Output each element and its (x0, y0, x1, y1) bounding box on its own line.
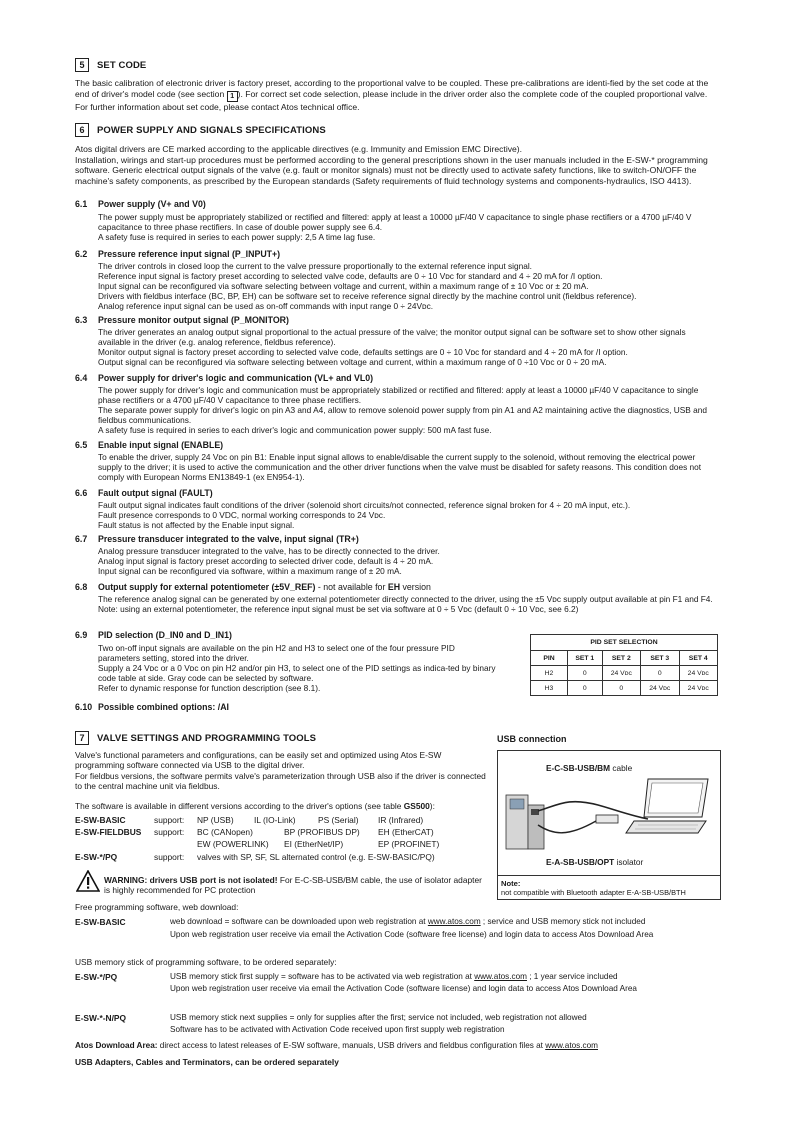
availability-text-end: ): (429, 801, 435, 811)
usb-connection-figure (497, 750, 721, 900)
pid-cell: H3 (531, 681, 568, 696)
sub-6-7-number: 6.7 (75, 534, 88, 544)
sub-6-9-body: Two on-off input signals are available on the pin H2 and H3 to select one of the four pressure PID parameters setting, stored into the driver. Supply a 24 Vᴅᴄ or a 0 Vᴅᴄ on pin H2 and/or pin H3, to select one of the PID settings as indica-ted by binary code table at side. Gray code can be selected by software. Refer to dynamic response for function description (see 8.1). (98, 643, 496, 694)
pid-cell: 24 Vᴅᴄ (679, 666, 718, 681)
sub-6-4-number: 6.4 (75, 373, 88, 383)
sub-6-3-body: The driver generates an analog output signal proportional to the actual pressure of the valve; the monitor output signal can be software set to show other signals available in the driver (e.g. analog reference, fieldbus reference). Monitor output signal is factory preset according to selected valve code, defaults settings are 0 ÷ 10 Vᴅᴄ for standard and 4 ÷ 20 mA for /I option. Output signal can be reconfigured via software selecting between voltage and current, within a maximum range of 0 ÷10 Vᴅᴄ or 0 ÷ 20 mA. (98, 327, 686, 368)
npq-name: E-SW-*-N/PQ (75, 1013, 127, 1023)
isolator-suffix: isolator (614, 857, 644, 867)
warning-bold: WARNING: drivers USB port is not isolated! (104, 875, 278, 885)
basic-atos-link[interactable]: www.atos.com (427, 917, 481, 926)
sub-6-10-title: Possible combined options: /AI (98, 702, 229, 712)
support-label: support: (154, 815, 185, 825)
sub-6-1-title: Power supply (V+ and V0) (98, 199, 206, 209)
note-divider (498, 875, 720, 876)
sub-6-2-number: 6.2 (75, 249, 88, 259)
pq-name: E-SW-*/PQ (75, 972, 118, 982)
usb-connection-title: USB connection (497, 734, 567, 744)
version-name: E-SW-BASIC (75, 815, 126, 825)
support-label: support: (154, 827, 185, 837)
basic-name: E-SW-BASIC (75, 917, 126, 927)
sub-6-9-title: PID selection (D_IN0 and D_IN1) (98, 630, 232, 640)
isolator-code: E-A-SB-USB/OPT (546, 857, 615, 867)
availability-table-ref: GS500 (403, 801, 430, 811)
support-item: IR (Infrared) (378, 815, 424, 825)
support-item: PS (Serial) (318, 815, 359, 825)
support-item: IL (IO-Link) (254, 815, 296, 825)
sub-6-8-number: 6.8 (75, 582, 88, 592)
sub-6-10-number: 6.10 (75, 702, 93, 712)
sub-6-6-body: Fault output signal indicates fault conditions of the driver (solenoid short circuits/not connected, reference signal broken for 4 ÷ 20 mA input, etc.). Fault presence corresponds to 0 VDC, normal working corresponds to 24 Vᴅᴄ. Fault status is not affected by the Enable input signal. (98, 500, 631, 531)
pid-header-cell: SET 4 (679, 651, 718, 666)
availability-text: The software is available in different versions according to the driver's options (see table (75, 801, 404, 811)
section-5-title: SET CODE (97, 59, 147, 71)
section-6-intro: Atos digital drivers are CE marked according to the applicable directives (e.g. Immunity and Emission EMC Directive). Installation, wirings and start-up procedures must be performed according to the general prescriptions shown in the user manuals included in the E-SW-* programming software. Generic electrical output signals of the valve (e.g. fault or monitor signals) must not be directly used to activate safety functions, like to switch-ON/OFF the machine's safety components, as prescribed by the European standards (Safety requirements of fluid technology systems and components-hydraulics, ISO 4413). (75, 144, 708, 186)
section-5-heading (75, 57, 146, 73)
section-ref-box: 1 (227, 91, 238, 102)
pid-header-cell: SET 2 (602, 651, 640, 666)
sub-6-6-title: Fault output signal (FAULT) (98, 488, 213, 498)
pid-cell: H2 (531, 666, 568, 681)
usb-stick-title: USB memory stick of programming software, to be ordered separately: (75, 957, 337, 967)
pid-header-cell: SET 1 (568, 651, 603, 666)
section-5-text-a: The basic calibration of electronic driver is factory preset, according to the proportional valve to be coupled. These pre-calibrations are identi-fied by the set code at the end of driver's model code (see section (75, 78, 709, 99)
sub-6-3-title: Pressure monitor output signal (P_MONITOR) (98, 315, 289, 325)
support-item: NP (USB) (197, 815, 234, 825)
support-item: valves with SP, SF, SL alternated control (e.g. E-SW-BASIC/PQ) (197, 852, 435, 862)
sub-6-5-title: Enable input signal (ENABLE) (98, 440, 224, 450)
download-area (75, 1041, 720, 1051)
section-5-number: 5 (75, 58, 89, 72)
section-5-body (75, 78, 720, 112)
pid-header-cell: SET 3 (641, 651, 679, 666)
pid-table-title: PID SET SELECTION (531, 635, 718, 651)
cable-suffix: cable (610, 763, 633, 773)
pid-cell: 24 Vᴅᴄ (602, 666, 640, 681)
sub-6-5-body: To enable the driver, supply 24 Vᴅᴄ on pin B1: Enable input signal allows to enable/disable the current supply to the solenoid, without removing the electrical power supply to the driver; it is used to active the communication and the other driver functions when the valve must be disabled for safety reasons. This condition does not comply with European Norms EN13849-1 (ex EN954-1). (98, 452, 702, 483)
warning-icon (76, 870, 100, 892)
pq-line1-text: USB memory stick first supply = software has to be activated via web registration at (170, 972, 475, 981)
basic-line1-end: ; service and USB memory stick not included (480, 917, 646, 926)
section-6-number: 6 (75, 123, 89, 137)
pq-line1-end: ; 1 year service included (526, 972, 618, 981)
table-row (531, 681, 718, 696)
sub-6-7-title: Pressure transducer integrated to the valve, input signal (TR+) (98, 534, 359, 544)
basic-line2: Upon web registration user receive via email the Activation Code (software free license) and login data to access Atos Download Area (170, 930, 654, 939)
support-item: EP (PROFINET) (378, 839, 440, 849)
sub-6-4-title: Power supply for driver's logic and communication (VL+ and VL0) (98, 373, 374, 383)
pid-cell: 0 (568, 666, 603, 681)
support-item: EW (POWERLINK) (197, 839, 269, 849)
support-item: EI (EtherNet/IP) (284, 839, 344, 849)
download-atos-link[interactable]: www.atos.com (545, 1041, 598, 1050)
sub-6-8-title-text: Output supply for external potentiometer (±5V_REF) (98, 582, 316, 592)
cable-code: E-C-SB-USB/BM (546, 763, 611, 773)
pid-cell: 24 Vᴅᴄ (641, 681, 679, 696)
support-label: support: (154, 852, 185, 862)
sub-6-1-body: The power supply must be appropriately stabilized or rectified and filtered: apply at least a 10000 µF/40 V capacitance to single phase rectifiers or a 4700 µF/40 V capacitance to three phase rectifiers. In case of double power supply see 6.4. A safety fuse is required in series to each power supply: 2,5 A time lag fuse. (98, 212, 692, 243)
note-text: not compatible with Bluetooth adapter E-A-SB-USB/BTH (501, 888, 686, 897)
sub-6-8-body: The reference analog signal can be generated by one external potentiometer directly connected to the driver, using the ±5 Vᴅᴄ supply output available at pin F1 and F4. Note: using an external potentiometer, the reference input signal must be set via software at 0 ÷ 5 Vᴅᴄ (default 0 ÷ 10 Vᴅᴄ, see 6.2) (98, 594, 713, 615)
pid-cell: 0 (641, 666, 679, 681)
section-6-title: POWER SUPPLY AND SIGNALS SPECIFICATIONS (97, 124, 326, 136)
usb-diagram-icon (498, 775, 720, 855)
sub-6-2-body: The driver controls in closed loop the current to the valve pressure proportionally to the external reference input signal. Reference input signal is factory preset according to selected valve code, defaults are 0 ÷ 10 Vᴅᴄ for standard and 4 ÷ 20 mA for /I option. Input signal can be reconfigured via software selecting between voltage and current, within a maximum range of ± 10 Vᴅᴄ or ± 20 mA. Drivers with fieldbus interface (BC, BP, EH) can be software set to receive reference signal directly by the machine control unit (fieldbus reference). Analog reference input signal can be used as on-off commands with input range 0 ÷ 24Vᴅᴄ. (98, 261, 637, 312)
sub-6-1-number: 6.1 (75, 199, 88, 209)
version-name: E-SW-FIELDBUS (75, 827, 142, 837)
pid-cell: 0 (602, 681, 640, 696)
pid-header-cell: PIN (531, 651, 568, 666)
adapters-note: USB Adapters, Cables and Terminators, can be ordered separately (75, 1057, 339, 1067)
npq-line1: USB memory stick next supplies = only for supplies after the first; service not included, web registration not allowed (170, 1013, 587, 1022)
basic-line1 (170, 917, 720, 927)
section-7-intro: Valve's functional parameters and configurations, can be easily set and optimized using Atos E-SW programming software connected via USB to the digital driver. For fieldbus versions, the software permits valve's parameterization through USB also if the driver is connected to the central machine unit via fieldbus. (75, 750, 486, 792)
sub-6-6-number: 6.6 (75, 488, 88, 498)
cable-label (546, 763, 632, 773)
pq-line2: Upon web registration user receive via email the Activation Code (software license) and login data to access Atos Download Area (170, 984, 637, 993)
npq-line2: Software has to be activated with Activation Code received upon first supply web registration (170, 1025, 505, 1034)
section-7-title: VALVE SETTINGS AND PROGRAMMING TOOLS (97, 732, 317, 744)
download-area-text: direct access to latest releases of E-SW software, manuals, USB drivers and fieldbus configuration files at (157, 1041, 546, 1050)
warning-text (104, 875, 490, 896)
sub-6-8-title-note-eh: EH (387, 582, 401, 592)
sub-6-4-body: The power supply for driver's logic and communication must be appropriately stabilized or rectified and filtered: apply at least a 10000 µF/40 V capacitance to single phase rectifiers or a 4700 µF/40 V capacitance to three phase rectifiers. The separate power supply for driver's logic on pin A3 and A4, allow to remove solenoid power supply from pin A1 and A2 maintaining active the diagnostics, USB and fieldbus communications. A safety fuse is required in series to each driver's logic and communication power supply: 500 mA fast fuse. (98, 385, 707, 436)
free-software-title: Free programming software, web download: (75, 902, 239, 912)
section-5-text-b: ). For correct set code selection, please include in the driver order also the complete code of the coupled proportional valve. For further information about set code, please contact Atos technical office. (75, 88, 708, 112)
sub-6-3-number: 6.3 (75, 315, 88, 325)
basic-line1-text: web download = software can be downloaded upon web registration at (170, 917, 428, 926)
support-item: EH (EtherCAT) (378, 827, 434, 837)
sub-6-9-number: 6.9 (75, 630, 88, 640)
section-7-number: 7 (75, 731, 89, 745)
pid-set-selection-table (530, 634, 718, 696)
table-row (531, 666, 718, 681)
sub-6-2-title: Pressure reference input signal (P_INPUT+) (98, 249, 281, 259)
sub-6-8-title-note: - not available for (315, 582, 388, 592)
software-availability (75, 801, 495, 811)
pq-line1 (170, 972, 720, 982)
support-item: BC (CANopen) (197, 827, 253, 837)
isolator-label (546, 857, 643, 867)
sub-6-7-body: Analog pressure transducer integrated to the valve, has to be directly connected to the driver. Analog input signal is factory preset according to selected driver code, default is 4 ÷ 20 mA. Input signal can be reconfigured via software, within a maximum range of ± 20 mA. (98, 546, 440, 577)
pid-cell: 0 (568, 681, 603, 696)
sub-6-8-title (98, 582, 431, 592)
warning-body: For E-C-SB-USB/BM cable, the use of isolator adapter is highly recommended for PC protection (104, 875, 482, 896)
sub-6-5-number: 6.5 (75, 440, 88, 450)
note-title: Note: (501, 879, 521, 888)
download-area-bold: Atos Download Area: (75, 1041, 158, 1050)
version-name: E-SW-*/PQ (75, 852, 118, 862)
section-6-heading (75, 122, 326, 138)
section-7-heading (75, 730, 316, 746)
pq-atos-link[interactable]: www.atos.com (474, 972, 527, 981)
pid-cell: 24 Vᴅᴄ (679, 681, 718, 696)
sub-6-8-title-note-end: version (400, 582, 431, 592)
support-item: BP (PROFIBUS DP) (284, 827, 360, 837)
